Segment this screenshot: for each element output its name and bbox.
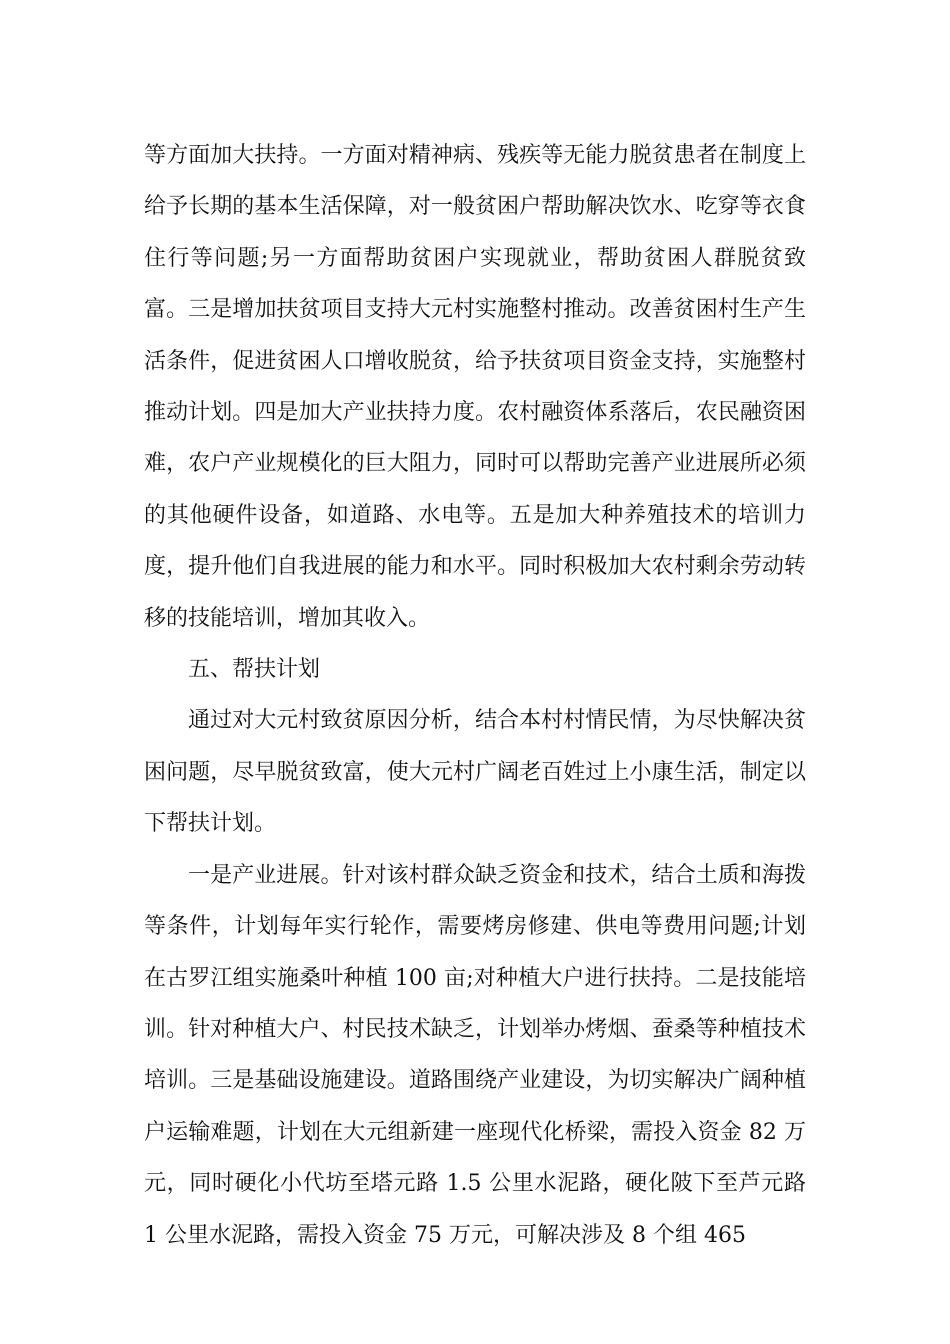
body-paragraph-1: 等方面加大扶持。一方面对精神病、残疾等无能力脱贫患者在制度上给予长期的基本生活保障，对一般贫困户帮助解决饮水、吃穿等衣食住行等问题;另一方面帮助贫困户实现就业，帮助贫困人群脱贫致富。三是增加扶贫项目支持大元村实施整村推动。改善贫困村生产生活条件，促进贫困人口增收脱贫，给予扶贫项目资金支持，实施整村推动计划。四是加大产业扶持力度。农村融资体系落后，农民融资困难，农户产业规模化的巨大阻力，同时可以帮助完善产业进展所必须的其他硬件设备，如道路、水电等。五是加大种养殖技术的培训力度，提升他们自我进展的能力和水平。同时积极加大农村剩余劳动转移的技能培训，增加其收入。 (144, 143, 806, 631)
body-paragraph-3: 一是产业进展。针对该村群众缺乏资金和技术，结合土质和海拨等条件，计划每年实行轮作，需要烤房修建、供电等费用问题;计划在古罗江组实施桑叶种植 100 亩;对种植大户进行扶持。二是技能培训。针对种植大户、村民技术缺乏，计划举办烤烟、蚕桑等种植技术培训。三是基础设施建设。道路围绕产业建设，为切实解决广阔种植户运输难题，计划在大元组新建一座现代化桥梁，需投入资金 82 万元，同时硬化小代坊至塔元路 1.5 公里水泥路，硬化陂下至芦元路 1 公里水泥路，需投入资金 75 万元，可解决涉及 8 个组 465 (144, 862, 806, 1248)
body-paragraph-2: 通过对大元村致贫原因分析，结合本村村情民情，为尽快解决贫困问题，尽早脱贫致富，使大元村广阔老百姓过上小康生活，制定以下帮扶计划。 (144, 708, 806, 837)
section-heading-help-plan: 五、帮扶计划 (188, 657, 321, 683)
